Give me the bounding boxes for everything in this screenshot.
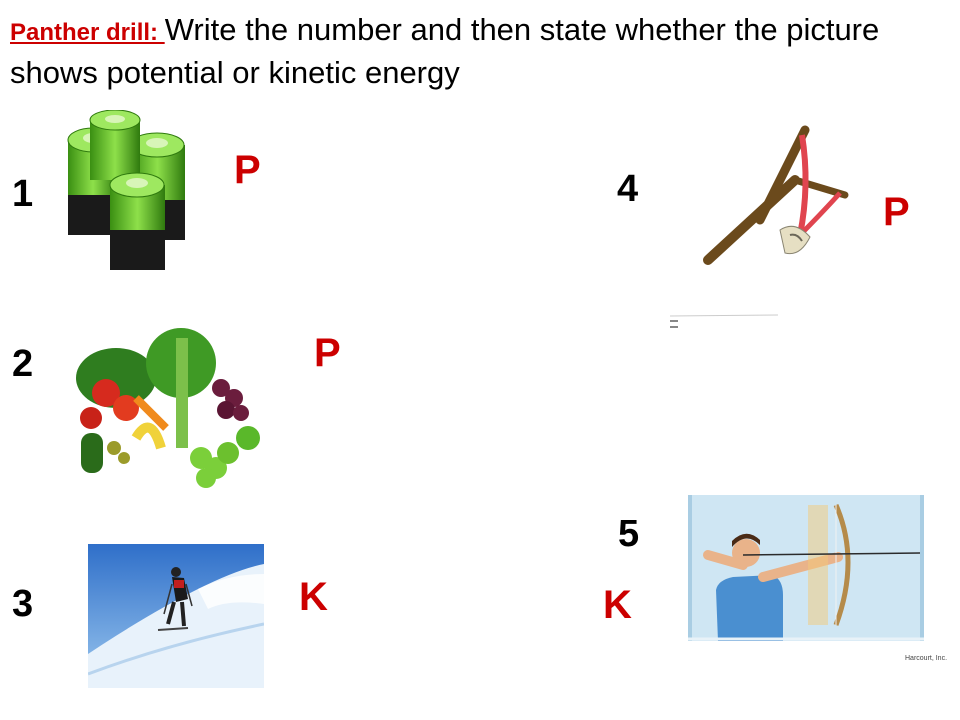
- drill-label: Panther drill:: [10, 19, 165, 46]
- vegetables-image: [66, 318, 266, 493]
- faded-caption-mark: [668, 313, 780, 335]
- item-number-5: 5: [618, 513, 640, 555]
- batteries-image: [60, 110, 196, 275]
- answer-4: P: [883, 190, 910, 234]
- answer-3: K: [299, 575, 328, 619]
- drill-instructions: [10, 10, 950, 93]
- drill-text: Write the number and then state whether the picture shows potential or kinetic energy: [10, 12, 880, 90]
- skier-image: [88, 544, 264, 688]
- item-number-4: 4: [617, 168, 639, 210]
- image-credit: Harcourt, Inc.: [905, 655, 948, 662]
- slingshot-image: [700, 125, 850, 275]
- item-number-3: 3: [12, 583, 34, 625]
- archer-image: [688, 495, 924, 641]
- answer-5: K: [603, 583, 632, 627]
- item-number-2: 2: [12, 343, 34, 385]
- answer-1: P: [234, 148, 261, 192]
- item-number-1: 1: [12, 173, 34, 215]
- answer-2: P: [314, 331, 341, 375]
